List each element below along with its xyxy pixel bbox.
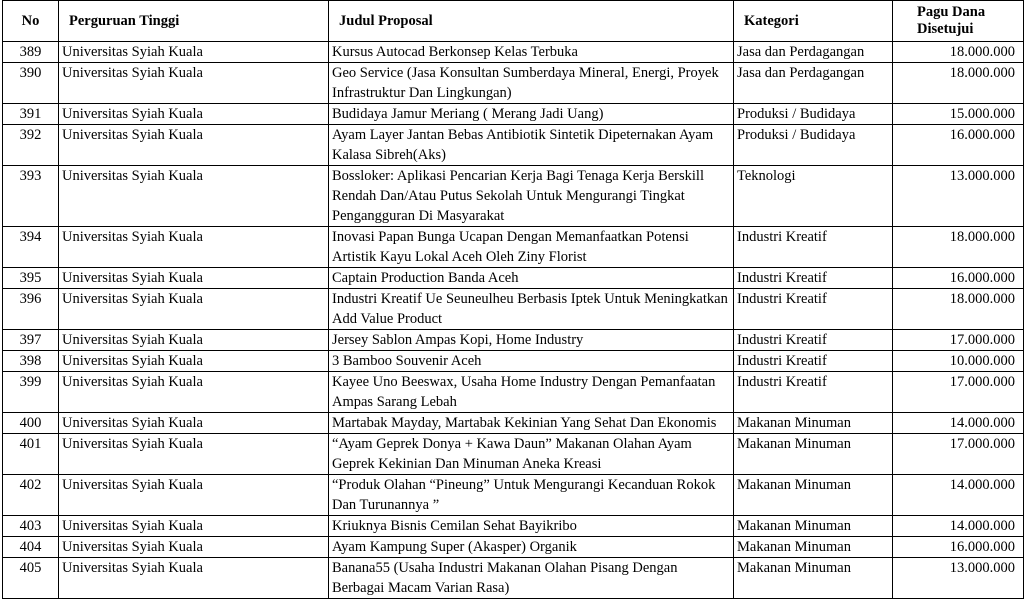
cell-perguruan-tinggi: Universitas Syiah Kuala xyxy=(59,63,329,104)
cell-pagu-dana: 16.000.000 xyxy=(893,125,1024,166)
cell-perguruan-tinggi: Universitas Syiah Kuala xyxy=(59,289,329,330)
cell-kategori: Industri Kreatif xyxy=(734,227,893,268)
table-row xyxy=(3,227,1024,268)
cell-kategori: Makanan Minuman xyxy=(734,516,893,537)
cell-no: 389 xyxy=(3,42,59,63)
table-row xyxy=(3,125,1024,166)
cell-no: 400 xyxy=(3,413,59,434)
cell-perguruan-tinggi: Universitas Syiah Kuala xyxy=(59,537,329,558)
cell-judul-proposal: Kriuknya Bisnis Cemilan Sehat Bayikribo xyxy=(329,516,734,537)
cell-pagu-dana: 18.000.000 xyxy=(893,289,1024,330)
header-row xyxy=(3,1,1024,42)
cell-kategori: Industri Kreatif xyxy=(734,330,893,351)
cell-perguruan-tinggi: Universitas Syiah Kuala xyxy=(59,558,329,599)
cell-pagu-dana: 14.000.000 xyxy=(893,516,1024,537)
header-perguruan-tinggi: Perguruan Tinggi xyxy=(59,1,329,42)
header-judul-proposal: Judul Proposal xyxy=(329,1,734,42)
cell-perguruan-tinggi: Universitas Syiah Kuala xyxy=(59,125,329,166)
cell-judul-proposal: Budidaya Jamur Meriang ( Merang Jadi Uang) xyxy=(329,104,734,125)
cell-perguruan-tinggi: Universitas Syiah Kuala xyxy=(59,372,329,413)
cell-no: 398 xyxy=(3,351,59,372)
cell-kategori: Produksi / Budidaya xyxy=(734,125,893,166)
cell-judul-proposal: 3 Bamboo Souvenir Aceh xyxy=(329,351,734,372)
cell-pagu-dana: 13.000.000 xyxy=(893,166,1024,227)
cell-kategori: Makanan Minuman xyxy=(734,537,893,558)
cell-pagu-dana: 13.000.000 xyxy=(893,558,1024,599)
cell-pagu-dana: 17.000.000 xyxy=(893,372,1024,413)
cell-kategori: Jasa dan Perdagangan xyxy=(734,63,893,104)
cell-judul-proposal: Kayee Uno Beeswax, Usaha Home Industry Dengan Pemanfaatan Ampas Sarang Lebah xyxy=(329,372,734,413)
table-body xyxy=(3,42,1024,599)
cell-no: 402 xyxy=(3,475,59,516)
table-row xyxy=(3,537,1024,558)
cell-judul-proposal: Ayam Layer Jantan Bebas Antibiotik Sintetik Dipeternakan Ayam Kalasa Sibreh(Aks) xyxy=(329,125,734,166)
table-row xyxy=(3,104,1024,125)
cell-kategori: Industri Kreatif xyxy=(734,372,893,413)
cell-kategori: Makanan Minuman xyxy=(734,558,893,599)
cell-perguruan-tinggi: Universitas Syiah Kuala xyxy=(59,413,329,434)
table-row xyxy=(3,475,1024,516)
cell-perguruan-tinggi: Universitas Syiah Kuala xyxy=(59,104,329,125)
cell-kategori: Industri Kreatif xyxy=(734,289,893,330)
cell-no: 399 xyxy=(3,372,59,413)
cell-kategori: Makanan Minuman xyxy=(734,475,893,516)
cell-judul-proposal: Captain Production Banda Aceh xyxy=(329,268,734,289)
table-row xyxy=(3,330,1024,351)
table-row xyxy=(3,351,1024,372)
cell-no: 404 xyxy=(3,537,59,558)
cell-pagu-dana: 17.000.000 xyxy=(893,330,1024,351)
cell-no: 397 xyxy=(3,330,59,351)
cell-judul-proposal: Industri Kreatif Ue Seuneulheu Berbasis Iptek Untuk Meningkatkan Add Value Product xyxy=(329,289,734,330)
cell-pagu-dana: 14.000.000 xyxy=(893,413,1024,434)
cell-no: 403 xyxy=(3,516,59,537)
table-row xyxy=(3,268,1024,289)
cell-judul-proposal: Bossloker: Aplikasi Pencarian Kerja Bagi Tenaga Kerja Berskill Rendah Dan/Atau Putus Sekolah Untuk Mengurangi Tingkat Pengangguran Di Masyarakat xyxy=(329,166,734,227)
cell-pagu-dana: 16.000.000 xyxy=(893,537,1024,558)
table-row xyxy=(3,413,1024,434)
table-row xyxy=(3,63,1024,104)
cell-judul-proposal: Inovasi Papan Bunga Ucapan Dengan Memanfaatkan Potensi Artistik Kayu Lokal Aceh Oleh Ziny Florist xyxy=(329,227,734,268)
table-row xyxy=(3,372,1024,413)
header-pagu-line1: Pagu Dana xyxy=(917,4,986,20)
cell-pagu-dana: 18.000.000 xyxy=(893,63,1024,104)
table-row xyxy=(3,434,1024,475)
cell-pagu-dana: 16.000.000 xyxy=(893,268,1024,289)
cell-kategori: Industri Kreatif xyxy=(734,268,893,289)
cell-perguruan-tinggi: Universitas Syiah Kuala xyxy=(59,351,329,372)
cell-perguruan-tinggi: Universitas Syiah Kuala xyxy=(59,166,329,227)
cell-pagu-dana: 18.000.000 xyxy=(893,227,1024,268)
table-row xyxy=(3,289,1024,330)
cell-kategori: Makanan Minuman xyxy=(734,413,893,434)
cell-perguruan-tinggi: Universitas Syiah Kuala xyxy=(59,434,329,475)
cell-pagu-dana: 10.000.000 xyxy=(893,351,1024,372)
cell-no: 390 xyxy=(3,63,59,104)
cell-perguruan-tinggi: Universitas Syiah Kuala xyxy=(59,42,329,63)
cell-no: 405 xyxy=(3,558,59,599)
cell-pagu-dana: 17.000.000 xyxy=(893,434,1024,475)
cell-no: 395 xyxy=(3,268,59,289)
cell-kategori: Jasa dan Perdagangan xyxy=(734,42,893,63)
cell-perguruan-tinggi: Universitas Syiah Kuala xyxy=(59,516,329,537)
cell-no: 393 xyxy=(3,166,59,227)
cell-judul-proposal: “Produk Olahan “Pineung” Untuk Mengurangi Kecanduan Rokok Dan Turunannya ” xyxy=(329,475,734,516)
cell-judul-proposal: Kursus Autocad Berkonsep Kelas Terbuka xyxy=(329,42,734,63)
cell-judul-proposal: “Ayam Geprek Donya + Kawa Daun” Makanan Olahan Ayam Geprek Kekinian Dan Minuman Aneka Kreasi xyxy=(329,434,734,475)
table-row xyxy=(3,166,1024,227)
cell-judul-proposal: Geo Service (Jasa Konsultan Sumberdaya Mineral, Energi, Proyek Infrastruktur Dan Lingkungan) xyxy=(329,63,734,104)
cell-judul-proposal: Jersey Sablon Ampas Kopi, Home Industry xyxy=(329,330,734,351)
table-row xyxy=(3,42,1024,63)
cell-kategori: Teknologi xyxy=(734,166,893,227)
header-pagu-line2: Disetujui xyxy=(917,21,974,37)
cell-perguruan-tinggi: Universitas Syiah Kuala xyxy=(59,227,329,268)
cell-kategori: Industri Kreatif xyxy=(734,351,893,372)
cell-pagu-dana: 15.000.000 xyxy=(893,104,1024,125)
cell-no: 401 xyxy=(3,434,59,475)
cell-kategori: Makanan Minuman xyxy=(734,434,893,475)
table-row xyxy=(3,516,1024,537)
cell-pagu-dana: 18.000.000 xyxy=(893,42,1024,63)
cell-kategori: Produksi / Budidaya xyxy=(734,104,893,125)
cell-pagu-dana: 14.000.000 xyxy=(893,475,1024,516)
cell-judul-proposal: Ayam Kampung Super (Akasper) Organik xyxy=(329,537,734,558)
header-no: No xyxy=(3,1,59,42)
cell-perguruan-tinggi: Universitas Syiah Kuala xyxy=(59,330,329,351)
table-header xyxy=(3,1,1024,42)
cell-no: 396 xyxy=(3,289,59,330)
header-kategori: Kategori xyxy=(734,1,893,42)
cell-no: 391 xyxy=(3,104,59,125)
header-pagu-dana xyxy=(893,1,1024,42)
cell-judul-proposal: Banana55 (Usaha Industri Makanan Olahan Pisang Dengan Berbagai Macam Varian Rasa) xyxy=(329,558,734,599)
cell-no: 394 xyxy=(3,227,59,268)
cell-perguruan-tinggi: Universitas Syiah Kuala xyxy=(59,268,329,289)
cell-judul-proposal: Martabak Mayday, Martabak Kekinian Yang Sehat Dan Ekonomis xyxy=(329,413,734,434)
proposal-table xyxy=(2,0,1024,599)
table-row xyxy=(3,558,1024,599)
cell-perguruan-tinggi: Universitas Syiah Kuala xyxy=(59,475,329,516)
cell-no: 392 xyxy=(3,125,59,166)
